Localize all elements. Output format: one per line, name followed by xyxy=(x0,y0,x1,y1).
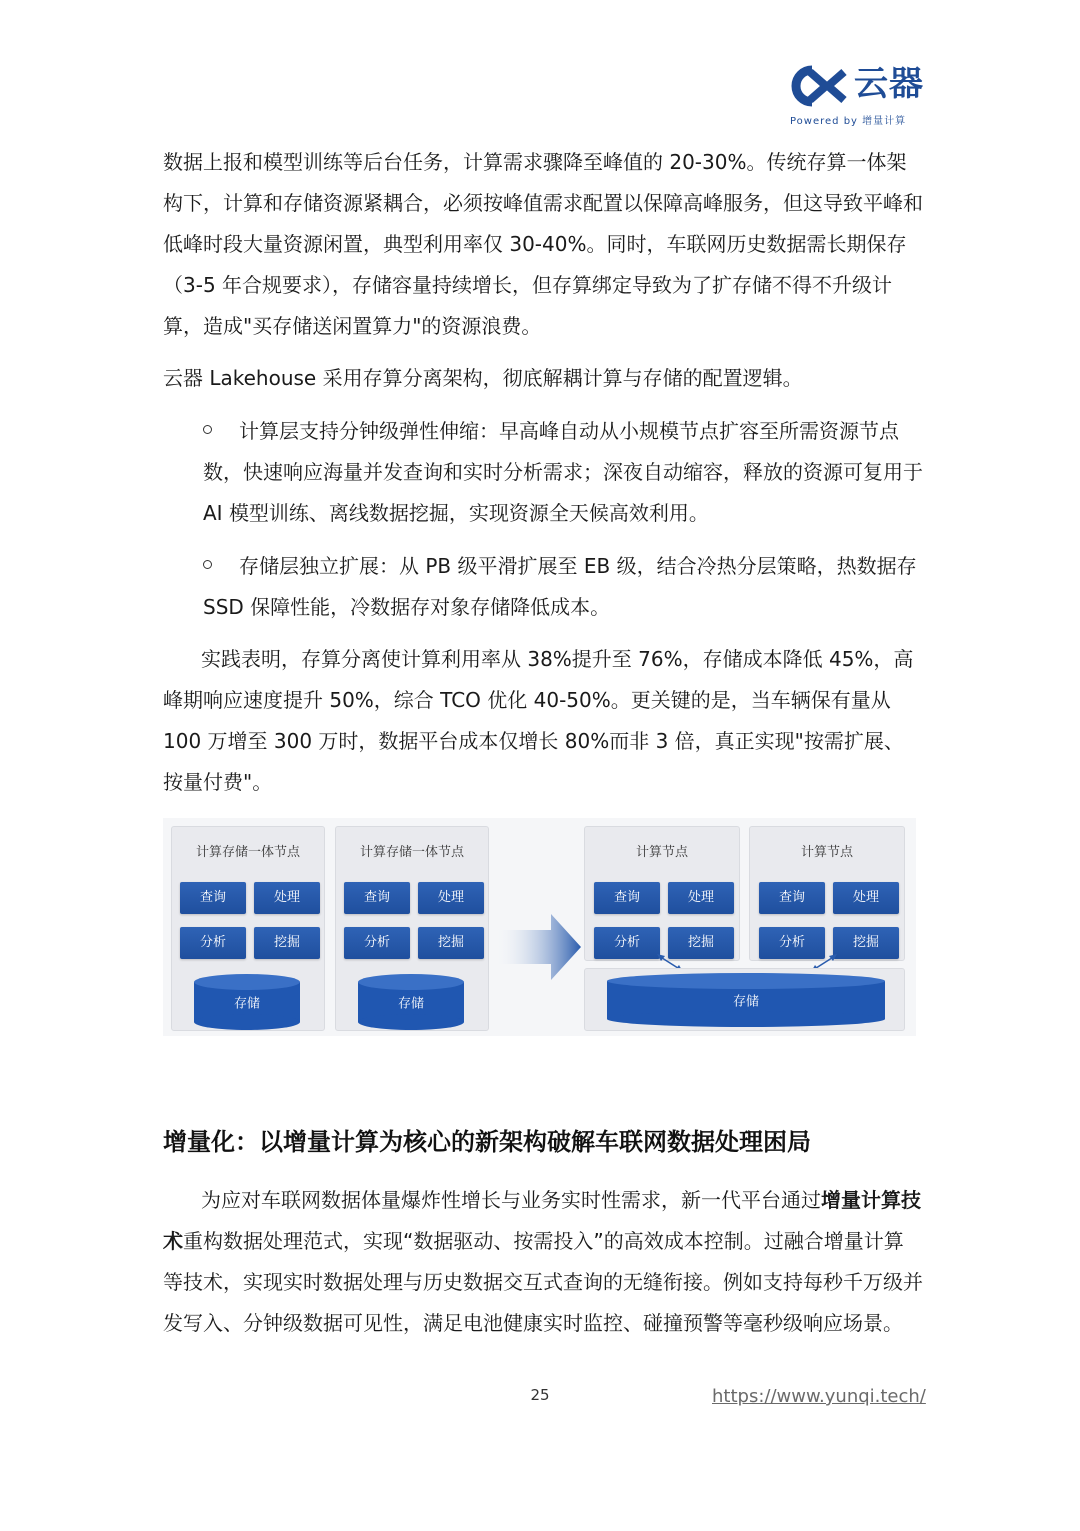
storage-label: 存储 xyxy=(732,994,759,1010)
chip-query: 查询 xyxy=(594,882,660,914)
body-paragraph-1: 数据上报和模型训练等后台任务，计算需求骤降至峰值的 20-30%。传统存算一体架构下，计算和存储资源紧耦合，必须按峰值需求配置以保障高峰服务，但这导致平峰和低峰时段大量资源闲置，典型利用率仅 30-40%。同时，车联网历史数据需长期保存（3-5 年合规要求），存储容量持续增长，但存算绑定导致为了扩存储不得不升级计算，造成"买存储送闲置算力"的资源浪费。 xyxy=(163,150,923,338)
chip-mine: 挖掘 xyxy=(668,927,734,959)
node-title: 计算节点 xyxy=(800,845,853,860)
chip-process: 处理 xyxy=(418,882,484,914)
logo-mark-icon xyxy=(788,64,848,108)
bullet-circle-icon xyxy=(203,560,212,569)
logo-tagline: Powered by 增量计算 xyxy=(790,116,907,127)
page-number: 25 xyxy=(530,1386,550,1404)
body-paragraph-3: 实践表明，存算分离使计算利用率从 38%提升至 76%，存储成本降低 45%，高峰期响应速度提升 50%，综合 TCO 优化 40-50%。更关键的是，当车辆保有量从 100 万增至 300 万时，数据平台成本仅增长 80%而非 3 倍，真正实现"按需扩展、按量付费"。 xyxy=(163,647,914,794)
bullet-list xyxy=(203,411,923,640)
chip-mine: 挖掘 xyxy=(254,927,320,959)
node-title: 计算存储一体节点 xyxy=(195,845,300,860)
chip-query: 查询 xyxy=(180,882,246,914)
bullet-text-1: 计算层支持分钟级弹性伸缩：早高峰自动从小规模节点扩容至所需资源节点数，快速响应海量并发查询和实时分析需求；深夜自动缩容，释放的资源可复用于 AI 模型训练、离线数据挖掘，实现资源全天候高效利用。 xyxy=(203,419,923,525)
para4-text-pre: 为应对车联网数据体量爆炸性增长与业务实时性需求，新一代平台通过 xyxy=(201,1188,821,1212)
body-paragraph-4 xyxy=(163,1180,923,1344)
chip-mine: 挖掘 xyxy=(833,927,899,959)
chip-mine: 挖掘 xyxy=(418,927,484,959)
bullet-circle-icon xyxy=(203,425,212,434)
compute-node-2 xyxy=(749,826,905,961)
integrated-node-2 xyxy=(335,826,489,1031)
chip-analyze: 分析 xyxy=(594,927,660,959)
storage-cylinder xyxy=(358,974,464,1030)
compute-node-1 xyxy=(584,826,740,961)
brand-logo xyxy=(788,62,928,126)
node-title: 计算存储一体节点 xyxy=(359,845,464,860)
logo-text: 云器 xyxy=(854,64,924,104)
chip-process: 处理 xyxy=(833,882,899,914)
architecture-diagram xyxy=(163,818,916,1036)
chip-query: 查询 xyxy=(344,882,410,914)
body-paragraph-2: 云器 Lakehouse 采用存算分离架构，彻底解耦计算与存储的配置逻辑。 xyxy=(163,366,803,390)
integrated-node-1 xyxy=(171,826,325,1031)
section-heading: 增量化：以增量计算为核心的新架构破解车联网数据处理困局 xyxy=(163,1128,811,1156)
transition-arrow-icon xyxy=(493,914,583,980)
para4-bold-text: 增量计算技术 xyxy=(163,1188,921,1253)
storage-cylinder xyxy=(194,974,300,1030)
bullet-text-2: 存储层独立扩展：从 PB 级平滑扩展至 EB 级，结合冷热分层策略，热数据存 SSD 保障性能，冷数据存对象存储降低成本。 xyxy=(203,554,917,619)
shared-storage-cylinder xyxy=(607,973,885,1027)
footer-url-link[interactable]: https://www.yunqi.tech/ xyxy=(712,1386,926,1407)
chip-analyze: 分析 xyxy=(344,927,410,959)
chip-analyze: 分析 xyxy=(759,927,825,959)
list-item xyxy=(203,411,923,534)
chip-query: 查询 xyxy=(759,882,825,914)
storage-label: 存储 xyxy=(397,996,424,1012)
list-item xyxy=(203,546,923,628)
shared-storage-area xyxy=(584,968,905,1031)
chip-process: 处理 xyxy=(254,882,320,914)
storage-label: 存储 xyxy=(233,996,260,1012)
node-title: 计算节点 xyxy=(635,845,688,860)
chip-process: 处理 xyxy=(668,882,734,914)
para4-text-post: 重构数据处理范式，实现“数据驱动、按需投入”的高效成本控制。过融合增量计算等技术，实现实时数据处理与历史数据交互式查询的无缝衔接。例如支持每秒千万级并发写入、分钟级数据可见性，满足电池健康实时监控、碰撞预警等毫秒级响应场景。 xyxy=(163,1229,923,1335)
chip-analyze: 分析 xyxy=(180,927,246,959)
